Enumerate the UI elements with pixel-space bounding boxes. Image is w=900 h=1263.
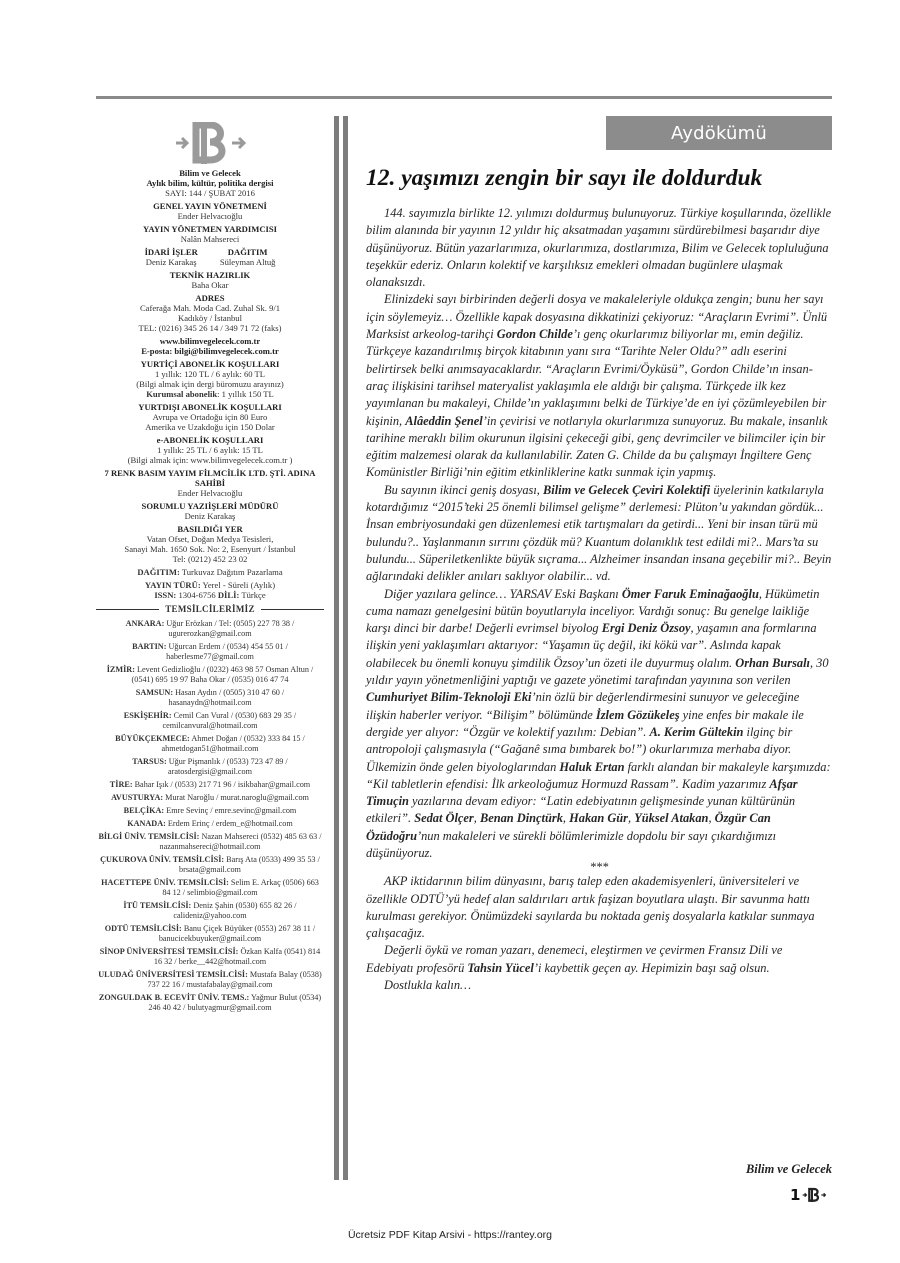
masthead-block [96,402,324,432]
bold-name: Tahsin Yücel [467,960,534,975]
magazine-subtitle: Aylık bilim, kültür, politika dergisi [146,178,274,188]
footer-text: Ücretsiz PDF Kitap Arsivi - https://rantey.org [347,1229,553,1241]
paragraph-text: ’ı genç okurlarımız biliyorlar mı, emin değiliz. Türkçeye kazandırılmış birçok kitabının yanı sıra “Tarihte Neler Oldu?” adlı eserini belirtirsek belki anımsayacaklardır. “Araçların Evrimi/Öyküsü”, Gordon Childe’ın insan-araç ilişkisini tarihsel materyalist yaklaşımla ele aldığı bir çalışma. Türkçede ilk kez yayımlanan bu makaleyi, Childe’ın yaklaşımını belki de Türkiye’de en iyi çözümleyebilen bir kişinin, [366,327,827,428]
masthead-block-line: Vatan Ofset, Doğan Medya Tesisleri, [146,534,274,544]
paragraph-text: ’i kaybettik geçen ay. Hepimizin başı sağ olsun. [533,960,770,975]
masthead-extra-label: Kurumsal abonelik [146,389,218,399]
masthead-block-title: YURTİÇİ ABONELİK KOŞULLARI [140,359,280,369]
body-paragraph [366,482,832,586]
representative-contact: Murat Naroğlu / murat.naroglu@gmail.com [163,793,309,802]
paragraph-text: , 30 yıldır yayın yönetmenliğini yaptığı ve gazete yönetimi tarafından yayınına son verilen [366,655,829,688]
paragraph-text: Dostlukla kalın… [384,978,472,993]
paragraph-text: *** [589,860,609,875]
signature: Bilim ve Gelecek [745,1162,832,1176]
masthead-block [96,270,324,290]
representative-contact: Deniz Şahin (0530) 655 82 26 / calideniz@yahoo.com [173,901,297,920]
representative-label: SİNOP ÜNİVERSİTESİ TEMSİLCİSİ: [99,947,239,956]
representative-contact: Barış Ata (0533) 499 35 53 / brsata@gmail.com [179,855,320,874]
representative-item [96,855,324,875]
representative-label: ÇUKUROVA ÜNİV. TEMSİLCİSİ: [100,855,225,864]
paragraph-text: , yaşamın ana formlarına ilişkin yeni yaklaşımları aktarıyor: “Yaşamın üç değil, iki kökü var”. Aslında kapak olabilecek bu önemli konuyu şimdilik Özsoy’un özeti ile duyurmuş olalım. [366,621,817,670]
representative-item [96,642,324,662]
masthead-block [96,201,324,221]
representative-label: AVUSTURYA: [111,793,164,802]
masthead-block [96,435,324,465]
section-tag: Aydökümü [606,116,832,150]
paragraph-text: Değerli öykü ve roman yazarı, denemeci, eleştirmen ve çevirmen Fransız Dili ve Edebiyatı profesörü [366,943,783,975]
representative-item [96,619,324,639]
bold-name: Sedat Ölçer [414,811,474,826]
representative-label: ANKARA: [125,619,165,628]
representative-item [96,901,324,921]
bold-name: Bilim ve Gelecek Çeviri Kolektifi [543,482,711,497]
representative-contact: Hasan Aydın / (0505) 310 47 60 / hasanaydn@hotmail.com [168,688,285,707]
masthead-block-line: Avrupa ve Ortadoğu için 80 Euro [152,412,268,422]
masthead-block-line: Deniz Karakaş [184,511,236,521]
representative-label: TARSUS: [132,757,167,766]
bold-name: Ergi Deniz Özsoy [601,621,691,636]
representative-label: İZMİR: [106,665,135,674]
admin-distribution-row [96,247,324,267]
masthead-block-line: Nalân Mahsereci [180,234,240,244]
representative-contact: Nazan Mahsereci (0532) 485 63 63 / nazanmahsereci@hotmail.com [159,832,322,851]
bold-name: İzlem Gözükeleş [595,707,680,722]
paragraph-text: Diğer yazılara gelince… YARSAV Eski Başkanı [384,586,622,601]
website-link[interactable]: www.bilimvegelecek.com.tr [159,336,261,346]
body-paragraph [366,205,832,291]
paragraph-text: , [628,811,635,826]
representative-label: BÜYÜKÇEKMECE: [115,734,190,743]
representative-label: ZONGULDAK B. ECEVİT ÜNİV. TEMS.: [98,993,250,1002]
masthead-block-title: e-ABONELİK KOŞULLARI [156,435,264,445]
representative-item [96,711,324,731]
masthead-block-line: Tel: (0212) 452 23 02 [172,554,248,564]
representative-label: ODTÜ TEMSİLCİSİ: [104,924,182,933]
representative-label: BARTIN: [132,642,167,651]
bold-name: A. Kerim Gültekin [649,724,744,739]
body-paragraph [366,291,832,481]
paragraph-text: ’nun makaleleri ve sürekli bölümlerimizle dopdolu bir sayı çıkardığımızı düşünüyoruz. [366,828,777,860]
issue-info: SAYI: 144 / ŞUBAT 2016 [165,188,255,198]
representative-item [96,757,324,777]
column-divider [334,116,350,1180]
bold-name: Cumhuriyet Bilim-Teknoloji Eki [366,690,532,705]
email-link[interactable]: E-posta: bilgi@bilimvegelecek.com.tr [141,346,279,356]
bold-name: Yüksel Atakan [634,811,709,826]
representative-label: HACETTEPE ÜNİV. TEMSİLCİSİ: [101,878,229,887]
masthead-column [96,122,324,1016]
bold-name: Haluk Ertan [559,759,625,774]
representative-contact: Erdem Erinç / erdem_e@hotmail.com [165,819,293,828]
masthead-block-line: (Bilgi almak için dergi büromuzu arayınız) [136,379,284,389]
masthead-block-title: SORUMLU YAZIİŞLERİ MÜDÜRÜ [141,501,279,511]
representative-item [96,878,324,898]
representative-label: İTÜ TEMSİLCİSİ: [123,901,192,910]
representative-contact: Ahmet Doğan / (0532) 333 84 15 / ahmetdogan51@hotmail.com [161,734,305,753]
representative-contact: Yağmur Bulut (0534) 246 40 42 / bulutyagmur@gmail.com [148,993,322,1012]
paragraph-text: yine enfes bir makale ile dergide yer alıyor: “Özgür ve kolektif yazılım: Debian”. [366,707,804,739]
yayin-turu-line: YAYIN TÜRÜ: Yerel - Süreli (Aylık) [144,580,276,590]
issn-line: ISSN: 1304-6756 DİLİ: Türkçe [154,590,266,600]
paragraph-text: ilginç bir antropoloji çalışmasıyla (“Gağanê sıma bımbarek bo!”) okurlarımıza merhaba diyor. Ülkemizin önde gelen biyologlarından [366,724,793,774]
article-headline: 12. yaşımızı zengin bir sayı ile doldurduk [366,165,763,191]
representative-label: BİLGİ ÜNİV. TEMSİLCİSİ: [98,832,200,841]
masthead-block-line: Caferağa Mah. Moda Cad. Zuhal Sk. 9/1 [139,303,281,313]
paragraph-text: üyelerinin katkılarıyla kotardığımız “2015’teki 25 önemli bilimsel gelişme” derlemesi: Plüton’u yakından gördük... İnsan embriyosundaki gen düzenlemesi etik tartışmaları da getirdi... Yeni bir insan türü mü bulundu?.. Yaşlanmanın sırrını çözdük mü? Kuantum dolanıklık test edildi mi?.. Mars’ta su bulundu... Süperiletkenlikte büyük sıçrama... Alzheimer insandan insana geçebilir mi?.. Beyin ağlarındaki delikler anıları saklıyor olabilir... vd. [366,482,832,584]
representative-item [96,793,324,803]
masthead-block-title: YAYIN YÖNETMEN YARDIMCISI [142,224,278,234]
body-paragraph [366,873,832,942]
representative-contact: Levent Gedizlioğlu / (0232) 463 98 57 Osman Altun / (0541) 695 19 97 Baha Okar / (0535) 016 47 74 [131,665,314,684]
masthead-block-line: Ender Helvacıoğlu [177,488,243,498]
bold-name: Hakan Gür [569,811,628,826]
masthead-block-line: (Bilgi almak için: www.bilimvegelecek.com.tr ) [127,455,293,465]
body-paragraph [366,977,832,994]
dagitim-line: DAĞITIM: Turkuvaz Dağıtım Pazarlama [137,567,283,577]
bilim-ve-gelecek-logo-icon [174,122,246,164]
representative-contact: Özkan Kalfa (0541) 814 16 32 / berke__442@hotmail.com [153,947,321,966]
masthead-block-line: Amerika ve Uzakdoğu için 150 Dolar [145,422,275,432]
masthead-block-line: Sanayi Mah. 1650 Sok. No: 2, Esenyurt / İstanbul [124,544,296,554]
bold-name: Gordon Childe [496,327,573,342]
representative-item [96,688,324,708]
representative-contact: Banu Çiçek Büyüker (0553) 267 38 11 / banucicekbuyuker@gmail.com [158,924,316,943]
masthead-block-title: YURTDIŞI ABONELİK KOŞULLARI [138,402,282,412]
masthead-block-title: ADRES [195,293,225,303]
masthead-block [96,359,324,399]
dagitim-name: Süleyman Altuğ [219,257,276,267]
masthead-block-title: TEKNİK HAZIRLIK [169,270,251,280]
body-paragraph [366,942,832,977]
masthead-block-extra [96,389,324,399]
paragraph-text: ’nin özlü bir değerlendirmesini sunuyor ve geleceğine ilişkin haberler veriyor. “Bilişim” bölümünde [366,690,800,722]
representative-item [96,806,324,816]
masthead-block [96,224,324,244]
article-body [366,205,832,994]
page-logo-icon [802,1186,826,1204]
body-paragraph [366,862,832,873]
representative-contact: Uğurcan Erdem / (0534) 454 55 01 / haberlesme77@gmail.com [166,642,288,661]
representatives-heading: TEMSİLCİLERİMİZ [96,604,324,614]
representative-contact: Selim E. Arkaç (0506) 663 84 12 / selimbio@gmail.com [162,878,319,897]
representative-item [96,993,324,1013]
masthead-block-title: BASILDIĞI YER [177,524,243,534]
representative-label: TİRE: [109,780,133,789]
masthead-block [96,501,324,521]
masthead-block [96,524,324,564]
paragraph-text: Bu sayının ikinci geniş dosyası, [384,482,543,497]
bold-name: Benan Dinçtürk [479,811,563,826]
bold-name: Ömer Faruk Eminağaoğlu [621,586,759,601]
masthead-block-title: GENEL YAYIN YÖNETMENİ [153,201,267,211]
representative-contact: Mustafa Balay (0538) 737 22 16 / mustafabalay@gmail.com [147,970,322,989]
representative-item [96,924,324,944]
dagitim-title: DAĞITIM [227,247,268,257]
bold-name: Orhan Bursalı [735,655,810,670]
masthead-block-title: 7 RENK BASIM YAYIM FİLMCİLİK LTD. ŞTİ. ADINA SAHİBİ [104,468,316,488]
representative-contact: Emre Sevinç / emre.sevinc@gmail.com [164,806,297,815]
magazine-name: Bilim ve Gelecek [179,168,241,178]
masthead-block-line: Kadıköy / İstanbul [178,313,242,323]
paragraph-text: AKP iktidarının bilim dünyasını, barış talep eden akademisyenleri, üniversiteleri ve özellikle ODTÜ’yü hedef alan saldırıları artık faşizan boyutlara ulaştı. Bir savunma hattı kurulması gerekiyor. Önümüzdeki sayılarda bu noktada geniş dosyalarla katkılar sunmaya çalışacağız. [366,874,815,941]
masthead-block [96,293,324,333]
representative-label: KANADA: [127,819,166,828]
page-number: 1 [790,1186,826,1204]
paragraph-text: farklı alandan bir makaleyle karşımızda: “Kil tabletlerin efendisi: İlk arkeoloğumuz Hormuzd Rassam”. Kadim yazarımız [366,759,831,791]
masthead-block-line: TEL: (0216) 345 26 14 / 349 71 72 (faks) [138,323,282,333]
paragraph-text: Elinizdeki sayı birbirinden değerli dosya ve makaleleriyle oldukça zengin; bunu her sayı için söylemeyiz… Özellikle kapak dosyasına dikkatinizi çekiyoruz: “Araçların Evrimi”. Ünlü Marksist arkeolog-tarihçi [366,292,828,342]
representative-label: SAMSUN: [135,688,174,697]
representative-contact: Bahar Işık / (0533) 217 71 96 / isikbahar@gmail.com [132,780,311,789]
masthead-block-line: 1 yıllık: 25 TL / 6 aylık: 15 TL [157,445,263,455]
bold-name: Afşar Timuçin [366,776,798,809]
paragraph-text: ’in çevirisi ve notlarıyla okurlarımıza sunuyoruz. Bu makale, insanlık tarihine meraklı bilim okurunun ilgisini çekeceği gibi, genç devrimciler ve bilimciler için bir eğitim malzemesi olarak da kullanılabilir. Zaten G. Childe da bu çalışmayı İngiltere Genç Komünistler Birliği’nin eğitim etkinliklerine katkı sunmak için yapmış. [366,413,828,480]
top-rule [96,96,832,99]
masthead-block [96,468,324,498]
idari-name: Deniz Karakaş [145,257,197,267]
representative-contact: Uğur Pişmanlık / (0533) 723 47 89 / aratosdergisi@gmail.com [166,757,288,776]
bold-name: Alâeddin Şenel [405,413,483,428]
representative-item [96,734,324,754]
representative-item [96,832,324,852]
representative-item [96,970,324,990]
representative-contact: Cemil Can Vural / (0530) 683 29 35 / cemilcanvural@hotmail.com [162,711,297,730]
representative-item [96,947,324,967]
representative-contact: Uğur Erözkan / Tel: (0505) 227 78 38 / ugurerozkan@gmail.com [164,619,295,638]
paragraph-text: 144. sayımızla birlikte 12. yılımızı doldurmuş bulunuyoruz. Türkiye koşullarında, özellikle bilim alanında bir yayının 12 yıldır hiç aksatmadan yaşamını sürdürebilmesi başarıdır diye düşünüyoruz. Bütün yazarlarımıza, okurlarımıza, dostlarımıza, Bilim ve Gelecek topluluğuna teşekkür ederiz. Onların kolektif ve karşılıksız emekleri olmadan bugünlere ulaşmak olanaksızdı. [366,206,832,290]
masthead-extra-value: : 1 yıllık 150 TL [217,389,274,399]
paragraph-text: , [708,811,715,826]
masthead-block-line: Baha Okar [191,280,229,290]
masthead-block-line: 1 yıllık: 120 TL / 6 aylık: 60 TL [154,369,266,379]
representative-label: ESKİŞEHİR: [123,711,172,720]
idari-title: İDARİ İŞLER [144,247,198,257]
representative-item [96,665,324,685]
representative-label: BELÇİKA: [123,806,165,815]
representative-label: ULUDAĞ ÜNİVERSİTESİ TEMSİLCİSİ: [98,970,248,979]
masthead-block-line: Ender Helvacıoğlu [177,211,243,221]
paragraph-text: , [562,811,570,826]
body-paragraph [366,586,832,863]
paragraph-text: , [473,811,480,826]
bold-name: Özgür Can Özüdoğru [366,811,771,843]
paragraph-text: yazılarına devam ediyor: “Latin edebiyatının gelişmesinde yunan kültürünün etkileri”. [366,794,796,826]
paragraph-text: , Hükümetin cuma namazı genelgesini bütün boyutlarıyla inceliyor. Vardığı sonuç: Bu genelge laikliğe karşı dinci bir darbe! Değerli evrimsel biyolog [366,586,820,636]
representatives-list [96,619,324,1013]
representative-item [96,780,324,790]
representative-item [96,819,324,829]
